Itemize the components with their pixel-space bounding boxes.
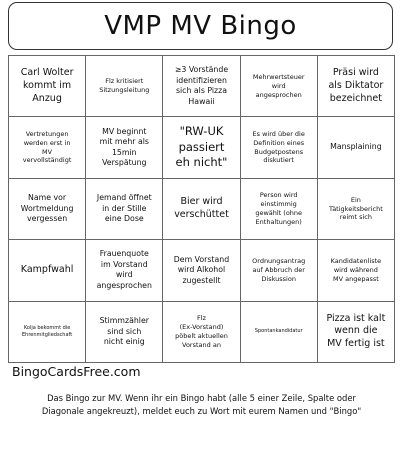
title-box bbox=[8, 2, 393, 50]
bingo-cell[interactable] bbox=[9, 302, 86, 363]
bingo-cell[interactable] bbox=[241, 302, 318, 363]
bingo-cell[interactable] bbox=[86, 56, 163, 117]
bingo-grid bbox=[8, 55, 395, 363]
bingo-cell-text: Mehrwertsteuer wird angesprochen bbox=[252, 73, 305, 99]
bingo-cell-text: Stimmzähler sind sich nicht einig bbox=[99, 316, 149, 347]
bingo-cell[interactable] bbox=[86, 240, 163, 301]
bingo-cell[interactable] bbox=[318, 117, 395, 178]
bingo-cell[interactable] bbox=[86, 179, 163, 240]
bingo-cell[interactable] bbox=[9, 56, 86, 117]
bingo-cell[interactable] bbox=[318, 56, 395, 117]
bingo-cell[interactable] bbox=[241, 240, 318, 301]
bingo-cell-text: Vertretungen werden erst in MV vervollständigt bbox=[22, 130, 72, 165]
site-name: BingoCardsFree.com bbox=[12, 364, 141, 379]
bingo-cell[interactable] bbox=[9, 179, 86, 240]
bingo-cell[interactable] bbox=[86, 302, 163, 363]
bingo-cell-text: Spontankandidatur bbox=[254, 328, 303, 335]
bingo-cell-text: Person wird einstimmig gewählt (ohne Enthaltungen) bbox=[255, 191, 303, 226]
bingo-cell-text: MV beginnt mit mehr als 15min Verspätung bbox=[99, 126, 149, 168]
bingo-cell[interactable] bbox=[9, 240, 86, 301]
bingo-cell[interactable] bbox=[163, 179, 240, 240]
bingo-cell-text: Pizza ist kalt wenn die MV fertig ist bbox=[326, 312, 386, 350]
bingo-cell-text: Frauenquote im Vorstand wird angesprochen bbox=[96, 249, 152, 290]
bingo-cell[interactable] bbox=[241, 56, 318, 117]
bingo-cell[interactable] bbox=[318, 302, 395, 363]
bingo-cell-text: Flz kritisiert Sitzungsleitung bbox=[99, 77, 150, 95]
bingo-cell-text: "RW-UK passiert eh nicht" bbox=[175, 124, 228, 170]
bingo-cell-text: Kampfwahl bbox=[20, 263, 74, 275]
bingo-cell[interactable] bbox=[163, 240, 240, 301]
bingo-cell[interactable] bbox=[241, 179, 318, 240]
bingo-cell-text: Es wird über die Definition eines Budgetpostens diskutiert bbox=[252, 130, 305, 165]
bingo-cell[interactable] bbox=[163, 56, 240, 117]
bingo-cell-text: Kolja bekommt die Ehrenmitgliedschaft bbox=[22, 325, 73, 338]
bingo-cell-text: Präsi wird als Diktator bezeichnet bbox=[328, 66, 384, 104]
card-title: VMP MV Bingo bbox=[104, 11, 297, 41]
bingo-cell[interactable] bbox=[318, 240, 395, 301]
bingo-cell-text: ≥3 Vorstände identifizieren sich als Pizza Hawaii bbox=[174, 65, 229, 106]
bingo-cell[interactable] bbox=[163, 302, 240, 363]
bingo-cell[interactable] bbox=[86, 117, 163, 178]
bingo-cell-text: Carl Wolter kommt im Anzug bbox=[20, 66, 74, 104]
bingo-cell-text: Bier wird verschüttet bbox=[174, 196, 229, 220]
footer-instructions: Das Bingo zur MV. Wenn ihr ein Bingo habt (alle 5 einer Zeile, Spalte oder Diagonale angekreuzt), meldet euch zu Wort mit eurem Namen und "Bingo" bbox=[41, 393, 362, 417]
bingo-cell-text: Name vor Wortmeldung vergessen bbox=[20, 193, 74, 224]
bingo-cell-text: Ordnungsantrag auf Abbruch der Diskussion bbox=[252, 257, 306, 283]
bingo-cell[interactable] bbox=[163, 117, 240, 178]
bingo-cell-text: Ein Tätigkeitsbericht reimt sich bbox=[328, 195, 383, 222]
bingo-cell[interactable] bbox=[241, 117, 318, 178]
bingo-cell-text: Jemand öffnet in der Stille eine Dose bbox=[96, 193, 152, 224]
bingo-cell-text: Kandidatenliste wird während MV angepasst bbox=[330, 257, 382, 283]
bingo-cell-text: Dem Vorstand wird Alkohol zugestellt bbox=[173, 254, 230, 285]
bingo-cell[interactable] bbox=[318, 179, 395, 240]
bingo-cell-text: Flz (Ex-Vorstand) pöbelt aktuellen Vorstand an bbox=[175, 314, 228, 349]
bingo-cell[interactable] bbox=[9, 117, 86, 178]
bingo-cell-text: Mansplaining bbox=[330, 142, 382, 152]
